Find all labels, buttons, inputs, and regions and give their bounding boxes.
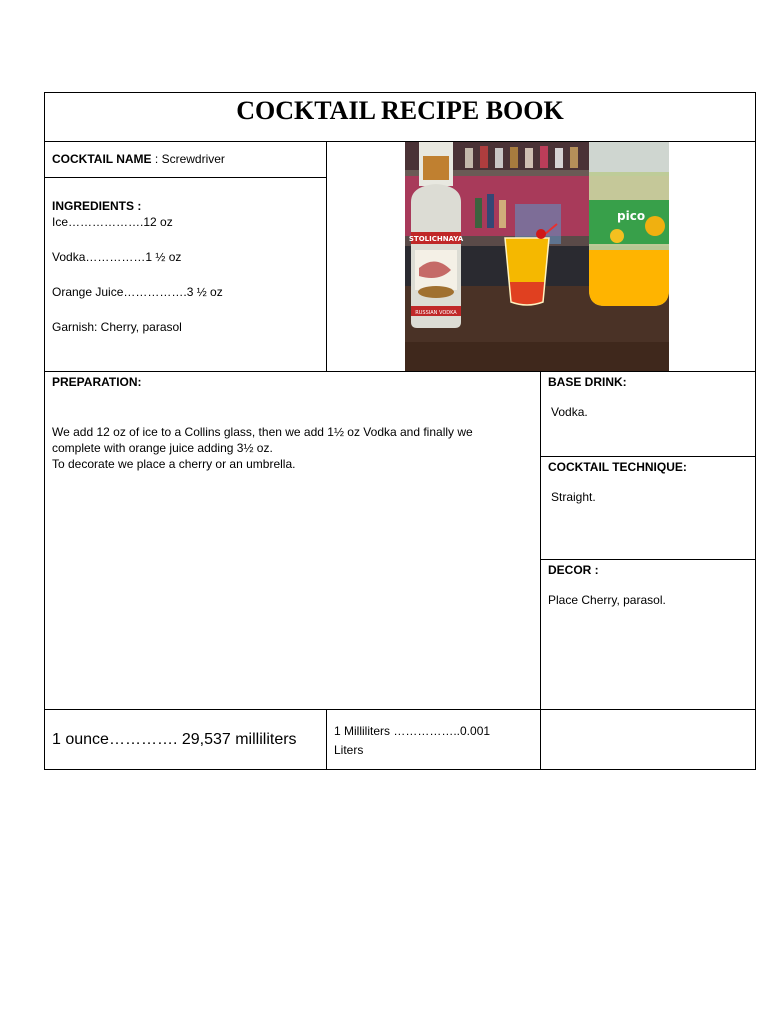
decor-cell [540, 559, 756, 710]
base-drink-value: Vodka. [551, 405, 588, 419]
cocktail-name-label: COCKTAIL NAME [52, 152, 152, 166]
bottle-sublabel-text: RUSSIAN VODKA [415, 310, 457, 316]
cocktail-name-separator: : [151, 152, 162, 166]
preparation-label: PREPARATION: [52, 375, 142, 389]
ounce-conversion-cell [44, 709, 327, 770]
preparation-cell [44, 371, 541, 710]
empty-cell [540, 709, 756, 770]
preparation-line: We add 12 oz of ice to a Collins glass, then we add 1½ oz Vodka and finally we [52, 425, 473, 439]
ingredients-cell [44, 177, 327, 372]
cocktail-name-cell [44, 141, 327, 178]
ingredient-item: Ice……………….12 oz [52, 215, 173, 229]
decor-label: DECOR : [548, 563, 599, 577]
ounce-conversion: 1 ounce…………. 29,537 milliliters [52, 731, 297, 748]
photo-cell [326, 141, 756, 372]
bottle-label-text: STOLICHNAYA [408, 235, 464, 243]
soda-label-text: pico [617, 209, 646, 223]
recipe-card [44, 92, 756, 770]
ingredient-item: Vodka……………1 ½ oz [52, 250, 182, 264]
base-drink-label: BASE DRINK: [548, 375, 627, 389]
technique-value: Straight. [551, 490, 596, 504]
cocktail-photo [405, 142, 669, 372]
technique-label: COCKTAIL TECHNIQUE: [548, 460, 687, 474]
preparation-line: complete with orange juice adding 3½ oz. [52, 441, 273, 455]
preparation-text [52, 424, 533, 472]
ingredients-label: INGREDIENTS : [52, 199, 142, 213]
ingredient-item: Orange Juice…………….3 ½ oz [52, 285, 223, 299]
ingredients-list [52, 214, 319, 335]
ml-conversion-line: Liters [334, 743, 364, 757]
ingredient-item: Garnish: Cherry, parasol [52, 320, 182, 334]
ml-conversion-line: 1 Milliliters ……………..0.001 [334, 724, 491, 738]
page-title: COCKTAIL RECIPE BOOK [44, 92, 756, 142]
base-drink-cell [540, 371, 756, 457]
technique-cell [540, 456, 756, 560]
ml-conversion-cell [326, 709, 541, 770]
preparation-line: To decorate we place a cherry or an umbrella. [52, 457, 296, 471]
decor-value: Place Cherry, parasol. [548, 593, 666, 607]
cocktail-name-value: Screwdriver [161, 152, 225, 166]
